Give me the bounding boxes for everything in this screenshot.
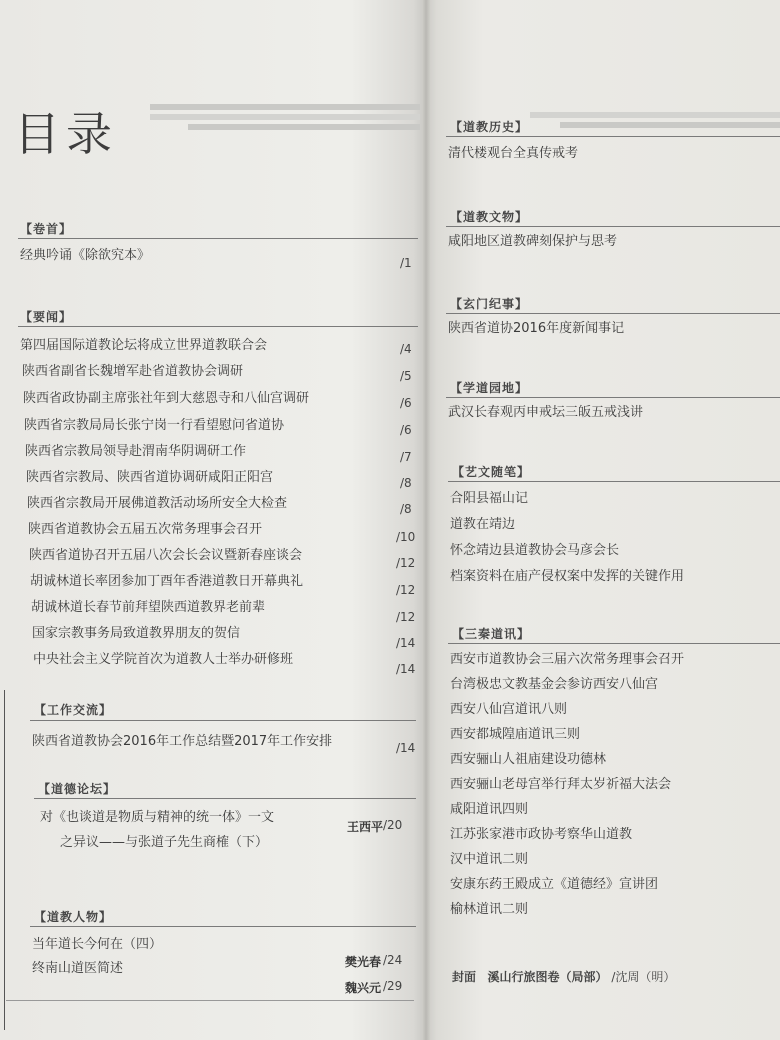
section-rule (448, 643, 780, 644)
toc-entry[interactable]: 中央社会主义学院首次为道教人士举办研修班 (33, 652, 294, 667)
toc-entry[interactable]: 安康东药王殿成立《道德经》宣讲团 (450, 877, 659, 892)
toc-entry[interactable]: 江苏张家港市政协考察华山道教 (450, 827, 633, 842)
decor-stripe (150, 114, 420, 120)
toc-entry[interactable]: 终南山道医简述 (32, 961, 124, 976)
toc-entry[interactable]: 怀念靖边县道教协会马彦会长 (450, 543, 620, 558)
page-edge-line (4, 690, 5, 1030)
toc-entry[interactable]: 道教在靖边 (450, 517, 516, 532)
cover-title: 溪山行旅图卷（局部） (487, 970, 608, 984)
toc-page-number: /12 (396, 556, 416, 570)
toc-page-number: /8 (400, 502, 412, 516)
toc-entry[interactable]: 陕西省道协召开五届八次会长会议暨新春座谈会 (29, 548, 303, 563)
cover-caption (452, 968, 675, 985)
toc-entry-continued: 之异议——与张道子先生商榷（下） (60, 835, 269, 850)
toc-page-number: /29 (383, 979, 403, 993)
toc-entry[interactable]: 陕西省副省长魏增军赴省道教协会调研 (22, 364, 244, 379)
toc-author: 魏兴元 (345, 981, 382, 995)
toc-entry[interactable]: 陕西省道协2016年度新闻事记 (448, 321, 625, 336)
toc-page-number: /14 (396, 636, 416, 650)
section-rule (446, 136, 780, 137)
decor-stripe (530, 112, 780, 118)
toc-entry[interactable]: 经典吟诵《除欲究本》 (20, 248, 151, 263)
toc-page-number: /5 (400, 369, 412, 383)
toc-entry[interactable]: 榆林道讯二则 (450, 902, 529, 917)
toc-entry[interactable]: 合阳县福山记 (450, 491, 529, 506)
toc-entry[interactable]: 陕西省宗教局领导赴渭南华阴调研工作 (25, 444, 247, 459)
toc-entry[interactable]: 西安市道教协会三届六次常务理事会召开 (450, 652, 685, 667)
toc-page-number: /20 (383, 818, 403, 832)
toc-entry[interactable]: 当年道长今何在（四） (32, 937, 163, 952)
toc-entry[interactable]: 陕西省宗教局局长张宁岗一行看望慰问省道协 (24, 418, 285, 433)
toc-entry[interactable]: 档案资料在庙产侵权案中发挥的关键作用 (450, 569, 685, 584)
section-label-jishi: 【玄门纪事】 (450, 297, 529, 311)
toc-page-number: /4 (400, 342, 412, 356)
page-title: 目录 (14, 107, 118, 161)
section-rule (18, 326, 418, 327)
toc-entry[interactable]: 第四届国际道教论坛将成立世界道教联合会 (20, 338, 268, 353)
section-label-renwu: 【道教人物】 (34, 910, 113, 924)
page-bottom-line (6, 1000, 414, 1001)
section-label-lishi: 【道教历史】 (450, 120, 529, 134)
toc-entry[interactable]: 陕西省宗教局开展佛道教活动场所安全大检查 (27, 496, 288, 511)
section-rule (30, 720, 416, 721)
toc-entry[interactable]: 陕西省宗教局、陕西省道协调研咸阳正阳宫 (26, 470, 274, 485)
toc-entry[interactable]: 陕西省道教协会五届五次常务理事会召开 (28, 522, 263, 537)
toc-entry[interactable]: 胡诚林道长率团参加丁酉年香港道教日开幕典礼 (30, 574, 304, 589)
cover-credit: /沈周（明） (611, 970, 676, 984)
toc-author: 王西平 (347, 820, 384, 834)
toc-entry[interactable]: 陕西省道教协会2016年工作总结暨2017年工作安排 (32, 734, 333, 749)
section-label-sanqin: 【三秦道讯】 (452, 627, 531, 641)
toc-entry[interactable]: 武汉长春观丙申戒坛三皈五戒浅讲 (448, 405, 644, 420)
toc-entry[interactable]: 西安骊山老母宫举行拜太岁祈福大法会 (450, 777, 672, 792)
section-label-yaowen: 【要闻】 (20, 310, 73, 324)
section-label-gongzuo: 【工作交流】 (34, 703, 113, 717)
decor-stripe (560, 122, 780, 128)
section-rule (34, 798, 416, 799)
toc-entry[interactable]: 咸阳道讯四则 (450, 802, 529, 817)
section-rule (446, 226, 780, 227)
toc-page-number: /12 (396, 610, 416, 624)
decor-stripe (188, 124, 420, 130)
toc-entry[interactable]: 西安八仙宫道讯八则 (450, 702, 568, 717)
toc-page-number: /14 (396, 741, 416, 755)
toc-entry[interactable]: 咸阳地区道教碑刻保护与思考 (448, 234, 618, 249)
toc-page-number: /8 (400, 476, 412, 490)
toc-page-number: /24 (383, 953, 403, 967)
toc-page-number: /6 (400, 423, 412, 437)
section-label-yuandi: 【学道园地】 (450, 381, 529, 395)
cover-label: 封面 (452, 970, 477, 984)
toc-page-number: /10 (396, 530, 416, 544)
toc-page-number: /6 (400, 396, 412, 410)
toc-page-number: /7 (400, 450, 412, 464)
toc-author: 樊光春 (345, 955, 382, 969)
toc-page-number: /14 (396, 662, 416, 676)
section-label-wenwu: 【道教文物】 (450, 210, 529, 224)
toc-entry[interactable]: 胡诚林道长春节前拜望陕西道教界老前辈 (31, 600, 266, 615)
toc-entry[interactable]: 陕西省政协副主席张社年到大慈恩寺和八仙宫调研 (23, 391, 310, 406)
toc-entry[interactable]: 汉中道讯二则 (450, 852, 529, 867)
toc-entry[interactable]: 对《也谈道是物质与精神的统一体》一文 (40, 810, 275, 825)
toc-page-number: /1 (400, 256, 412, 270)
section-rule (446, 313, 780, 314)
toc-page-number: /12 (396, 583, 416, 597)
section-label-daode: 【道德论坛】 (38, 782, 117, 796)
section-rule (448, 481, 780, 482)
section-rule (446, 397, 780, 398)
book-gutter (422, 0, 430, 1040)
section-label-yiwen: 【艺文随笔】 (452, 465, 531, 479)
toc-entry[interactable]: 国家宗教事务局致道教界朋友的贺信 (32, 626, 241, 641)
toc-entry[interactable]: 西安都城隍庙道讯三则 (450, 727, 581, 742)
toc-entry[interactable]: 台湾极忠文教基金会参访西安八仙宫 (450, 677, 659, 692)
toc-entry[interactable]: 西安骊山人祖庙建设功德林 (450, 752, 607, 767)
section-rule (18, 238, 418, 239)
section-label-juanshou: 【卷首】 (20, 222, 73, 236)
decor-stripe (150, 104, 420, 110)
toc-entry[interactable]: 清代楼观台全真传戒考 (448, 146, 579, 161)
section-rule (30, 926, 416, 927)
